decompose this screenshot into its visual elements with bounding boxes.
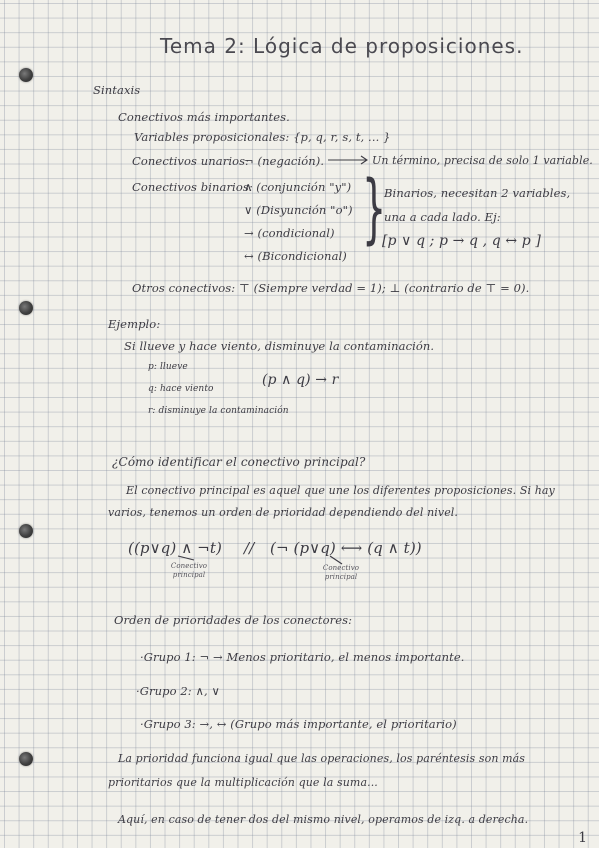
grupo-2: ·Grupo 2: ∧, ∨ <box>136 684 221 698</box>
binario-item: ∨ (Disyunción "o") <box>244 203 353 217</box>
binarios-note: una a cada lado. Ej: <box>384 210 501 224</box>
variables-line: Variables proposicionales: {p, q, r, s, t, ... } <box>134 130 391 144</box>
grupo-3: ·Grupo 3: →, ↔ (Grupo más importante, el prioritario) <box>140 717 457 731</box>
unarios-value: ¬ (negación). <box>244 154 325 168</box>
binarios-label: Conectivos binarios: <box>132 180 253 194</box>
principal-note-left: Conectivo principal <box>170 562 208 579</box>
grupo-1: ·Grupo 1: ¬ → Menos prioritario, el menos importante. <box>140 650 465 664</box>
ejemplo-sentence: Si llueve y hace viento, disminuye la contaminación. <box>124 339 435 353</box>
principal-note-right: Conectivo principal <box>322 564 360 581</box>
prioridad-line: prioritarios que la multiplicación que la suma... <box>108 776 378 789</box>
ejemplo-r: r: disminuye la contaminación <box>148 406 289 416</box>
prioridad-line: Aquí, en caso de tener dos del mismo nivel, operamos de izq. a derecha. <box>118 813 529 826</box>
binarios-note: Binarios, necesitan 2 variables, <box>384 186 571 200</box>
otros-conectivos: Otros conectivos: ⊤ (Siempre verdad = 1); ⊥ (contrario de ⊤ = 0). <box>132 281 530 295</box>
binario-item: ↔ (Bicondicional) <box>244 249 347 263</box>
prioridad-line: La prioridad funciona igual que las operaciones, los paréntesis son más <box>118 752 526 765</box>
pointer-line <box>330 556 342 564</box>
principal-line: El conectivo principal es aquel que une los diferentes proposiciones. Si hay <box>126 484 555 497</box>
ejemplo-p: p: llueve <box>148 362 188 372</box>
page-title: Tema 2: Lógica de proposiciones. <box>160 34 524 58</box>
section-heading-sintaxis: Sintaxis <box>93 83 141 97</box>
unarios-note: Un término, precisa de solo 1 variable. <box>372 154 593 167</box>
prioridad-heading: Orden de prioridades de los conectores: <box>114 613 353 627</box>
ejemplo-formula: (p ∧ q) → r <box>262 372 339 388</box>
section-heading-ejemplo: Ejemplo: <box>108 317 161 331</box>
principal-line: varios, tenemos un orden de prioridad dependiendo del nivel. <box>108 506 459 519</box>
principal-separator: // <box>244 539 255 557</box>
ejemplo-q: q: hace viento <box>148 384 214 394</box>
right-brace: } <box>362 163 387 252</box>
principal-question: ¿Cómo identificar el conectivo principal? <box>112 455 366 469</box>
page-number: 1 <box>578 830 587 846</box>
binario-item: → (condicional) <box>244 226 335 240</box>
binario-item: ∧ (conjunción "y") <box>244 180 352 194</box>
unarios-label: Conectivos unarios: <box>132 154 250 168</box>
conectivos-heading: Conectivos más importantes. <box>118 110 290 124</box>
principal-formula-right: (¬ (p∨q) ⟷ (q ∧ t)) <box>270 539 422 557</box>
binarios-examples: [p ∨ q ; p → q , q ↔ p ] <box>382 233 541 249</box>
principal-formula-left: ((p∨q) ∧ ¬t) <box>128 539 222 557</box>
pointer-line <box>178 556 194 560</box>
